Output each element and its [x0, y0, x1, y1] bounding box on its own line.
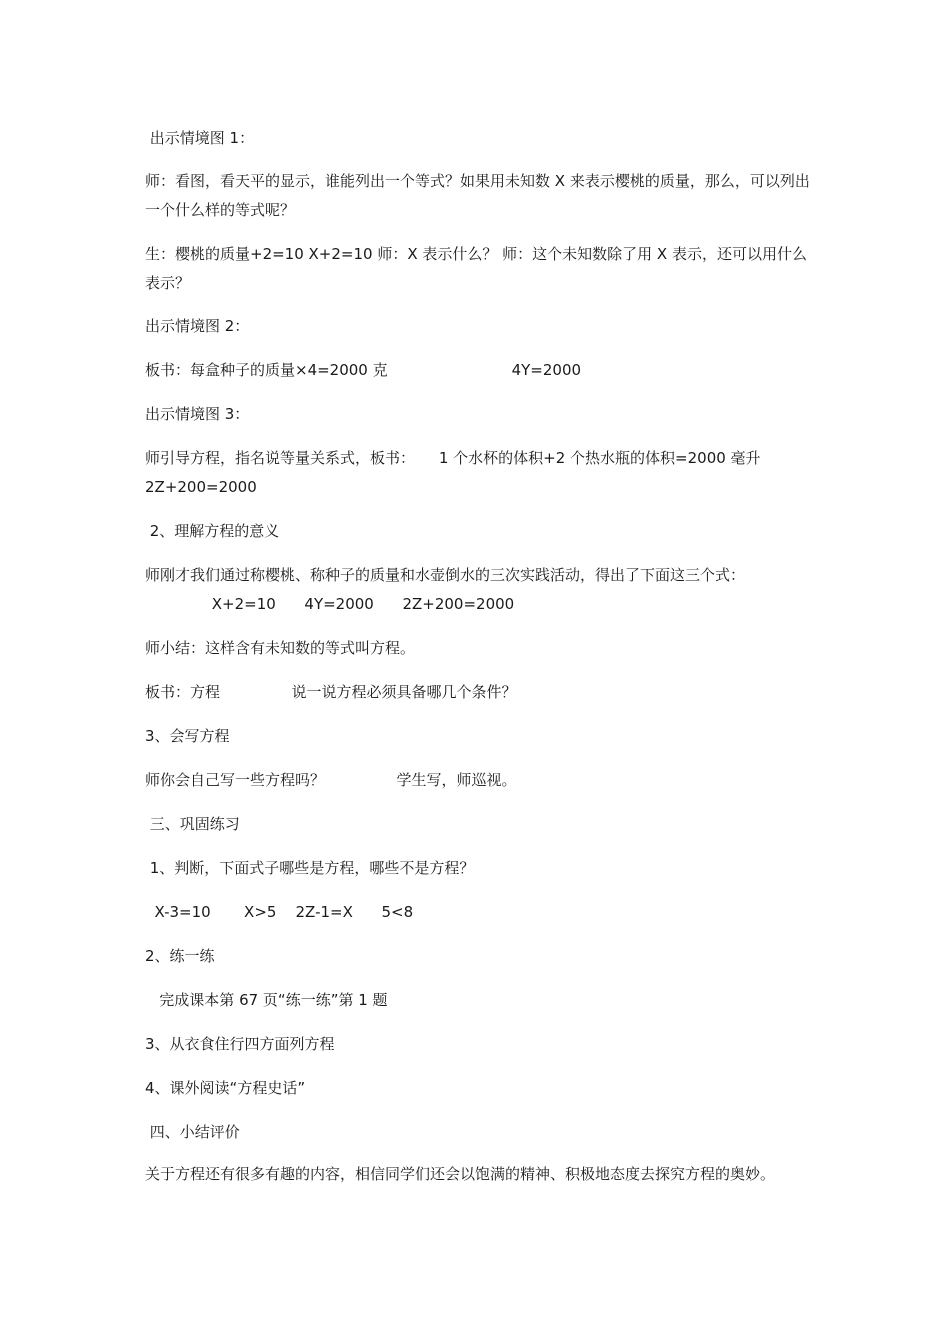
exercise-heading: 2、练一练 [145, 947, 215, 965]
section-practice-heading: 三、巩固练习 [145, 815, 240, 833]
daily-life-task: 3、从衣食住行四方面列方程 [145, 1035, 335, 1053]
three-equations-line: X+2=10 4Y=2000 2Z+200=2000 [145, 595, 515, 613]
judge-question: 1、判断，下面式子哪些是方程，哪些不是方程？ [145, 859, 475, 877]
board-note-seeds: 板书：每盒种子的质量×4=2000 克 4Y=2000 [145, 361, 582, 379]
student-answer-paragraph: 生：樱桃的质量+2=10 X+2=10 师：X 表示什么？ 师：这个未知数除了用 X 表示，还可以用什么表示？ [145, 245, 807, 292]
teacher-summary: 师小结：这样含有未知数的等式叫方程。 [145, 639, 416, 657]
teacher-write-prompt: 师你会自己写一些方程吗？ 学生写，师巡视。 [145, 771, 517, 789]
scene-3-heading: 出示情境图 3： [145, 405, 250, 423]
board-note-equation: 板书：方程 说一说方程必须具备哪几个条件？ [145, 683, 517, 701]
section-write-heading: 3、会写方程 [145, 727, 230, 745]
exercise-task: 完成课本第 67 页“练一练”第 1 题 [145, 991, 388, 1009]
scene-2-heading: 出示情境图 2： [145, 317, 250, 335]
reading-task: 4、课外阅读“方程史话” [145, 1079, 306, 1097]
section-understand-heading: 2、理解方程的意义 [145, 522, 280, 540]
judge-expressions: X-3=10 X>5 2Z-1=X 5<8 [145, 903, 414, 921]
board-note-cups: 师引导方程，指名说等量关系式，板书： 1 个水杯的体积+2 个热水瓶的体积=2000 毫升 [145, 449, 761, 467]
scene-1-heading: 出示情境图 1： [145, 129, 255, 147]
teacher-question-paragraph: 师：看图，看天平的显示，谁能列出一个等式？如果用未知数 X 来表示樱桃的质量，那么，可以列出一个什么样的等式呢？ [145, 172, 810, 219]
practice-summary-paragraph: 师刚才我们通过称樱桃、称种子的质量和水壶倒水的三次实践活动，得出了下面这三个式： [145, 566, 746, 584]
equation-2z: 2Z+200=2000 [145, 478, 257, 496]
section-summary-heading: 四、小结评价 [145, 1123, 240, 1141]
closing-paragraph: 关于方程还有很多有趣的内容，相信同学们还会以饱满的精神、积极地态度去探究方程的奥妙。 [145, 1165, 776, 1183]
